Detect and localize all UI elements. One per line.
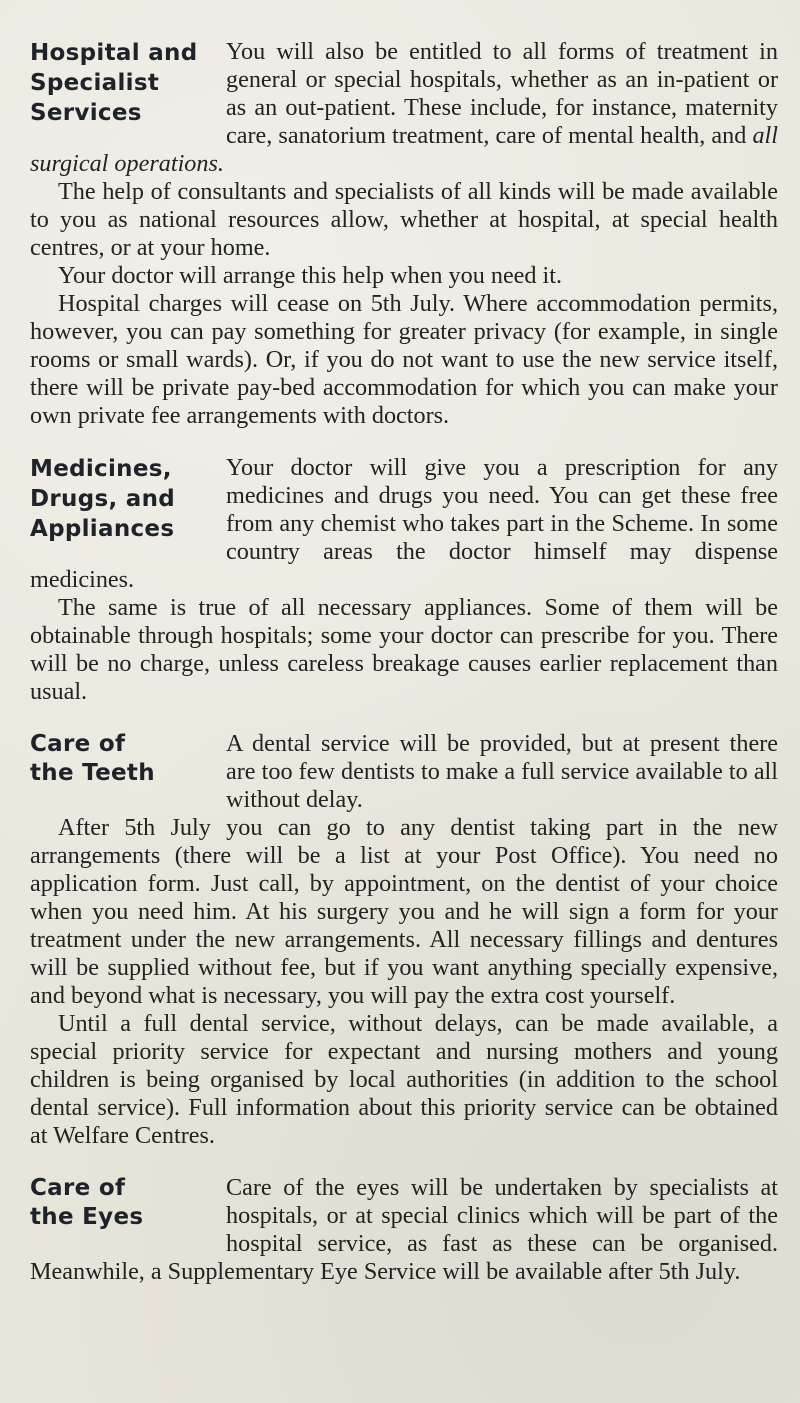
paragraph: The help of consultants and specialists of all kinds will be made available to you as national resources allow, whether at hospital, at special health centres, or at your home. (30, 178, 778, 261)
paragraph: Your doctor will arrange this help when you need it. (58, 262, 563, 289)
section-heading (30, 730, 216, 788)
section-heading (30, 454, 216, 544)
heading-line: the Teeth (30, 760, 155, 786)
paragraph: Until a full dental service, without delays, can be made available, a special priority service for expectant and nursing mothers and young children is being organised by local authorities (in addition to the school dental service). Full information about this priority service can be obtained at Welfare Centres. (30, 1010, 778, 1149)
section-teeth (30, 730, 778, 1150)
heading-line: Hospital and (30, 40, 198, 66)
paragraph: After 5th July you can go to any dentist taking part in the new arrangements (there will be a list at your Post Office). You need no application form. Just call, by appointment, on the dentist of your choice when you need him. At his surgery you and he will sign a form for your treatment under the new arrangements. All necessary fillings and dentures will be supplied without fee, but if you want anything specially expensive, and beyond what is necessary, you will pay the extra cost yourself. (30, 814, 778, 1009)
heading-line: the Eyes (30, 1204, 144, 1230)
heading-line: Care of (30, 731, 126, 757)
paragraph: Care of the eyes will be undertaken by specialists at hospitals, or at special clinics which will be part of the hospital service, as fast as these can be organised. Meanwhile, a Supplementary Eye Service will be available after 5th July. (30, 1174, 778, 1285)
paragraph: Hospital charges will cease on 5th July. Where accommodation permits, however, you can pay something for greater privacy (for example, in single rooms or small wards). Or, if you do not want to use the new service itself, there will be private pay-bed accommodation for which you can make your own private fee arrangements with doctors. (30, 290, 778, 429)
section-medicines (30, 454, 778, 706)
heading-line: Appliances (30, 516, 175, 542)
section-heading (30, 38, 216, 128)
section-eyes (30, 1174, 778, 1286)
heading-line: Care of (30, 1175, 126, 1201)
section-hospital-services (30, 38, 778, 430)
paragraph: The same is true of all necessary appliances. Some of them will be obtainable through hospitals; some your doctor can prescribe for you. There will be no charge, unless careless breakage causes earlier replacement than usual. (30, 594, 778, 705)
paragraph: A dental service will be provided, but at present there are too few dentists to make a full service available to all without delay. (226, 730, 778, 813)
heading-line: Medicines, (30, 456, 172, 482)
heading-line: Services (30, 100, 142, 126)
paragraph-text: You will also be entitled to all forms of treatment in general or special hospitals, whether as an in-patient or as an out-patient. These include, for instance, maternity care, sanatorium treatment, care of mental health, and (226, 38, 778, 149)
section-heading (30, 1174, 216, 1232)
emphasis-text: all surgical operations. (30, 122, 778, 177)
heading-line: Specialist (30, 70, 160, 96)
heading-line: Drugs, and (30, 486, 176, 512)
paragraph: Your doctor will give you a prescription for any medicines and drugs you need. You can get these free from any chemist who takes part in the Scheme. In some country areas the doctor himself may dispense medicines. (30, 454, 778, 593)
